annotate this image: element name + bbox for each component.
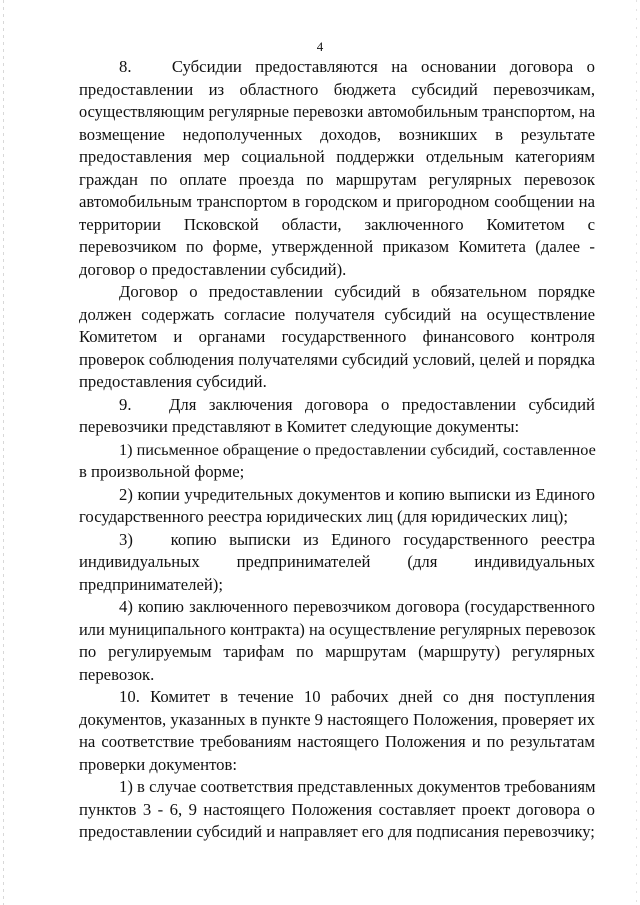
text-line: автомобильным транспортом в городском и пригородном сообщении на xyxy=(79,192,595,211)
text-line: государственного реестра юридических лиц (для юридических лиц); xyxy=(79,507,568,526)
text-line: 9. Для заключения договора о предоставлении субсидий xyxy=(119,394,595,414)
text-line: Комитетом и органами государственного финансового контроля xyxy=(79,327,595,346)
text-line: территории Псковской области, заключенного Комитетом с xyxy=(79,214,595,234)
scan-edge-right xyxy=(636,0,637,905)
text-line: пунктов 3 - 6, 9 настоящего Положения составляет проект договора о xyxy=(79,799,595,819)
text-line: граждан по оплате проезда по маршрутам регулярных перевозок xyxy=(79,169,595,189)
text-line: должен содержать согласие получателя субсидий на осуществление xyxy=(79,304,595,324)
text-line: перевозок. xyxy=(79,664,155,684)
text-line: в произвольной форме; xyxy=(79,462,245,481)
text-line: предоставлении из областного бюджета субсидий перевозчикам, xyxy=(79,79,595,99)
text-line: 8. Субсидии предоставляются на основании договора о xyxy=(119,57,595,76)
text-line: 1) в случае соответствия представленных документов требованиям xyxy=(119,777,596,796)
text-line: 10. Комитет в течение 10 рабочих дней со дня поступления xyxy=(119,687,595,706)
text-line: 2) копии учредительных документов и копию выписки из Единого xyxy=(119,484,595,504)
text-line: Договор о предоставлении субсидий в обязательном порядке xyxy=(119,282,595,301)
text-line: перевозчиком по форме, утвержденной приказом Комитета (далее - xyxy=(79,237,595,256)
page-number: 4 xyxy=(316,39,324,54)
document-text xyxy=(79,56,595,844)
text-line: документов, указанных в пункте 9 настоящего Положения, проверяет их xyxy=(79,709,595,729)
text-line: или муниципального контракта) на осуществление регулярных перевозок xyxy=(79,619,596,639)
text-line: осуществляющим регулярные перевозки автомобильным транспортом, на xyxy=(79,102,596,121)
text-line: 1) письменное обращение о предоставлении субсидий, составленное xyxy=(119,440,596,459)
text-line: предпринимателей); xyxy=(79,574,223,594)
text-line: на соответствие требованиям настоящего Положения и по результатам xyxy=(79,732,595,751)
text-line: 4) копию заключенного перевозчиком договора (государственного xyxy=(119,597,595,616)
text-line: договор о предоставлении субсидий). xyxy=(79,259,347,279)
text-line: предоставления мер социальной поддержки отдельным категориям xyxy=(79,147,595,166)
text-line: по регулируемым тарифам по маршрутам (маршруту) регулярных xyxy=(79,642,595,661)
text-line: перевозчики представляют в Комитет следующие документы: xyxy=(79,417,520,436)
text-line: проверки документов: xyxy=(79,754,238,774)
text-line: предоставления субсидий. xyxy=(79,372,267,391)
text-line: индивидуальных предпринимателей (для индивидуальных xyxy=(79,552,595,571)
text-line: проверок соблюдения получателями субсидий условий, целей и порядка xyxy=(79,349,595,369)
text-line: возмещение недополученных доходов, возникших в результате xyxy=(79,124,595,144)
scan-edge-left xyxy=(3,0,4,905)
text-line: 3) копию выписки из Единого государственного реестра xyxy=(119,529,595,549)
text-line: предоставлении субсидий и направляет его для подписания перевозчику; xyxy=(79,822,595,841)
